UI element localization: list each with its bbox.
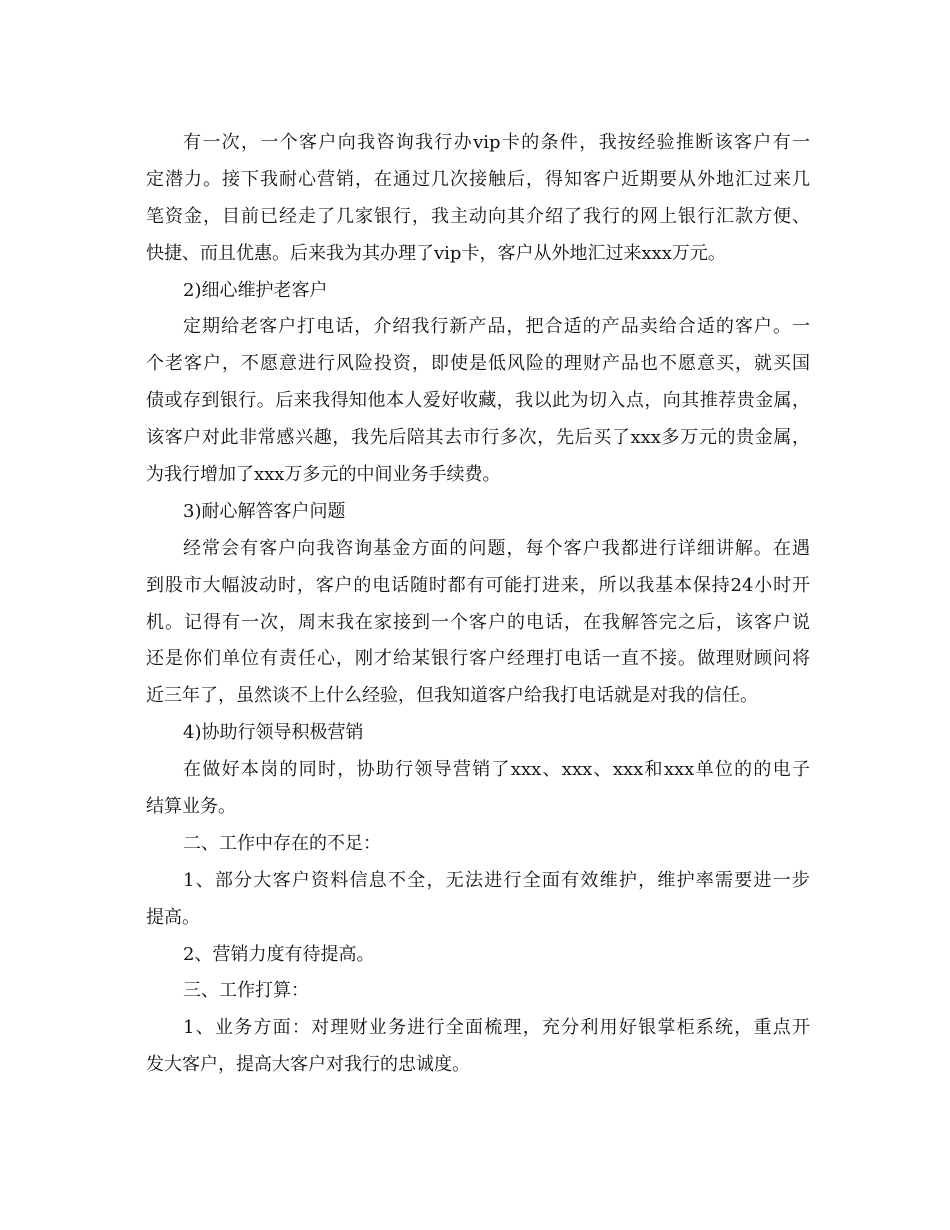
paragraph-line: 债或存到银行。后来我得知他本人爱好收藏，我以此为切入点，向其推荐贵金属，: [146, 390, 810, 412]
section-heading: 二、工作中存在的不足：: [183, 832, 381, 854]
paragraph-line: 还是你们单位有责任心，刚才给某银行客户经理打电话一直不接。做理财顾问将: [146, 648, 810, 670]
paragraph-line: 发大客户，提高大客户对我行的忠诚度。: [146, 1054, 470, 1076]
paragraph-line: 该客户对此非常感兴趣，我先后陪其去市行多次，先后买了xxx多万元的贵金属，: [146, 427, 810, 449]
section-heading: 4)协助行领导积极营销: [183, 722, 364, 744]
section-heading: 2)细心维护老客户: [183, 279, 328, 301]
paragraph-line: 2、营销力度有待提高。: [183, 943, 375, 965]
paragraph-line: 有一次，一个客户向我咨询我行办vip卡的条件，我按经验推断该客户有一: [183, 132, 810, 153]
paragraph-line: 个老客户，不愿意进行风险投资，即使是低风险的理财产品也不愿意买，就买国: [146, 353, 810, 375]
section-heading: 三、工作打算：: [183, 980, 309, 1002]
paragraph-line: 笔资金，目前已经走了几家银行，我主动向其介绍了我行的网上银行汇款方便、: [146, 205, 810, 227]
paragraph-line: 近三年了，虽然谈不上什么经验，但我知道客户给我打电话就是对我的信任。: [146, 685, 758, 707]
paragraph-line: 定潜力。接下我耐心营销，在通过几次接触后，得知客户近期要从外地汇过来几: [146, 168, 810, 190]
paragraph-line: 定期给老客户打电话，介绍我行新产品，把合适的产品卖给合适的客户。一: [183, 316, 810, 338]
paragraph-line: 机。记得有一次，周末我在家接到一个客户的电话，在我解答完之后，该客户说: [146, 611, 810, 633]
document-body: [146, 125, 810, 1084]
paragraph-line: 快捷、而且优惠。后来我为其办理了vip卡，客户从外地汇过来xxx万元。: [146, 242, 726, 264]
paragraph-line: 提高。: [146, 906, 200, 928]
paragraph-line: 经常会有客户向我咨询基金方面的问题，每个客户我都进行详细讲解。在遇: [183, 537, 810, 559]
paragraph-line: 为我行增加了xxx万多元的中间业务手续费。: [146, 464, 501, 486]
paragraph-line: 在做好本岗的同时，协助行领导营销了xxx、xxx、xxx和xxx单位的的电子: [183, 759, 810, 781]
paragraph-line: 1、部分大客户资料信息不全，无法进行全面有效维护，维护率需要进一步: [183, 869, 810, 891]
paragraph-line: 1、业务方面：对理财业务进行全面梳理，充分利用好银掌柜系统，重点开: [183, 1017, 810, 1039]
section-heading: 3)耐心解答客户问题: [183, 500, 346, 522]
paragraph-line: 到股市大幅波动时，客户的电话随时都有可能打进来，所以我基本保持24小时开: [146, 574, 810, 596]
paragraph-line: 结算业务。: [146, 796, 236, 818]
